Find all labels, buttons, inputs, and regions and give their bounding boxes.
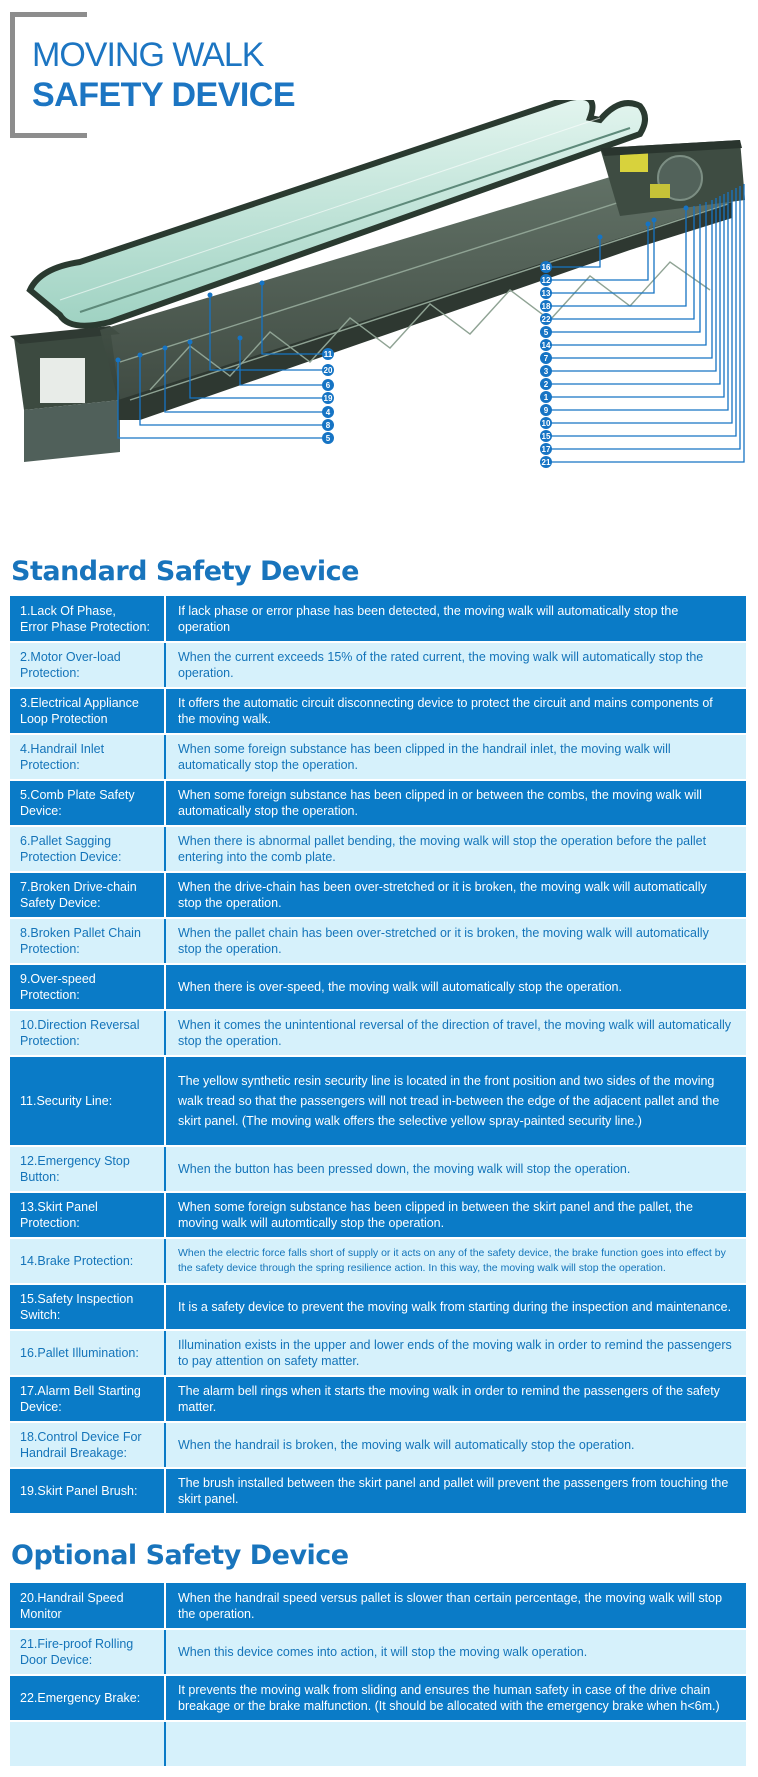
device-name: 10.Direction Reversal Protection:	[10, 1010, 165, 1056]
svg-text:13: 13	[541, 289, 551, 298]
callout-8	[322, 419, 334, 431]
svg-text:6: 6	[325, 381, 331, 390]
svg-text:8: 8	[325, 421, 331, 430]
callout-7	[540, 352, 552, 364]
svg-text:1: 1	[543, 393, 549, 402]
device-description: When the handrail is broken, the moving walk will automatically stop the operation.	[165, 1422, 746, 1468]
device-description: When the pallet chain has been over-stretched or it is broken, the moving walk will automatically stop the operation.	[165, 918, 746, 964]
svg-text:18: 18	[541, 302, 551, 311]
device-name	[10, 1721, 165, 1767]
callout-13	[540, 287, 552, 299]
optional-table-body	[10, 1583, 746, 1767]
callout-17	[540, 443, 552, 455]
table-row	[10, 1056, 746, 1146]
device-description: The yellow synthetic resin security line is located in the front position and two sides of the moving walk tread so that the passengers will not tread in-between the edge of the adjacent pallet and the skirt panel. (The moving walk offers the selective yellow spray-painted security line.)	[165, 1056, 746, 1146]
device-description: When the drive-chain has been over-stretched or it is broken, the moving walk will automatically stop the operation.	[165, 872, 746, 918]
table-row	[10, 1238, 746, 1284]
callout-4	[322, 406, 334, 418]
svg-text:7: 7	[543, 354, 549, 363]
table-row	[10, 1146, 746, 1192]
table-row	[10, 1721, 746, 1767]
svg-text:3: 3	[543, 367, 549, 376]
callout-2	[540, 378, 552, 390]
callout-21	[540, 456, 552, 468]
device-description: When the button has been pressed down, the moving walk will stop the operation.	[165, 1146, 746, 1192]
callout-18	[540, 300, 552, 312]
device-name: 22.Emergency Brake:	[10, 1675, 165, 1721]
callout-15	[540, 430, 552, 442]
device-description: Illumination exists in the upper and lower ends of the moving walk in order to remind the passengers to pay attention on safety matter.	[165, 1330, 746, 1376]
table-row	[10, 964, 746, 1010]
callout-19	[322, 392, 334, 404]
device-description: The alarm bell rings when it starts the moving walk in order to remind the passengers of the safety matter.	[165, 1376, 746, 1422]
device-description: The brush installed between the skirt panel and pallet will prevent the passengers from touching the skirt panel.	[165, 1468, 746, 1514]
svg-text:9: 9	[543, 406, 549, 415]
standard-safety-table	[10, 596, 746, 1515]
right-callouts	[540, 261, 552, 468]
table-row	[10, 872, 746, 918]
table-row	[10, 1192, 746, 1238]
device-name: 16.Pallet Illumination:	[10, 1330, 165, 1376]
device-description: It is a safety device to prevent the moving walk from starting during the inspection and maintenance.	[165, 1284, 746, 1330]
device-description: When some foreign substance has been clipped in the handrail inlet, the moving walk will automatically stop the operation.	[165, 734, 746, 780]
standard-table-body	[10, 596, 746, 1514]
device-name: 15.Safety Inspection Switch:	[10, 1284, 165, 1330]
table-row	[10, 1284, 746, 1330]
svg-text:14: 14	[541, 341, 551, 350]
callout-20	[322, 364, 334, 376]
device-name: 9.Over-speed Protection:	[10, 964, 165, 1010]
device-description: It offers the automatic circuit disconnecting device to protect the circuit and mains components of the moving walk.	[165, 688, 746, 734]
table-row	[10, 1468, 746, 1514]
svg-text:12: 12	[541, 276, 551, 285]
device-name: 8.Broken Pallet Chain Protection:	[10, 918, 165, 964]
device-description	[165, 1721, 746, 1767]
svg-text:19: 19	[323, 394, 333, 403]
table-row	[10, 1422, 746, 1468]
svg-text:11: 11	[323, 350, 333, 359]
device-name: 19.Skirt Panel Brush:	[10, 1468, 165, 1514]
table-row	[10, 1376, 746, 1422]
callout-9	[540, 404, 552, 416]
svg-text:22: 22	[541, 315, 551, 324]
device-description: It prevents the moving walk from sliding and ensures the human safety in case of the drive chain breakage or the brake malfunction. (It should be allocated with the emergency brake when h<6m.)	[165, 1675, 746, 1721]
standard-section-title: Standard Safety Device	[11, 556, 359, 587]
device-description: If lack phase or error phase has been detected, the moving walk will automatically stop the operation	[165, 596, 746, 642]
table-row	[10, 1010, 746, 1056]
callout-1	[540, 391, 552, 403]
svg-text:20: 20	[323, 366, 333, 375]
callout-12	[540, 274, 552, 286]
device-name: 7.Broken Drive-chain Safety Device:	[10, 872, 165, 918]
table-row	[10, 642, 746, 688]
svg-text:4: 4	[325, 408, 331, 417]
device-description: When some foreign substance has been clipped in or between the combs, the moving walk will automatically stop the operation.	[165, 780, 746, 826]
device-name: 6.Pallet Sagging Protection Device:	[10, 826, 165, 872]
device-name: 13.Skirt Panel Protection:	[10, 1192, 165, 1238]
svg-text:17: 17	[541, 445, 551, 454]
title-line-1: MOVING WALK	[32, 36, 264, 74]
callout-6	[322, 379, 334, 391]
device-name: 11.Security Line:	[10, 1056, 165, 1146]
title-line-2: SAFETY DEVICE	[32, 76, 296, 114]
svg-text:15: 15	[541, 432, 551, 441]
svg-text:16: 16	[541, 263, 551, 272]
table-row	[10, 1330, 746, 1376]
device-name: 12.Emergency Stop Button:	[10, 1146, 165, 1192]
callout-5-left	[322, 432, 334, 444]
svg-text:5: 5	[543, 328, 549, 337]
callout-5-right	[540, 326, 552, 338]
svg-text:2: 2	[543, 380, 549, 389]
table-row	[10, 780, 746, 826]
table-row	[10, 1675, 746, 1721]
device-name: 3.Electrical Appliance Loop Protection	[10, 688, 165, 734]
table-row	[10, 1629, 746, 1675]
device-name: 14.Brake Protection:	[10, 1238, 165, 1284]
svg-text:21: 21	[541, 458, 551, 467]
device-name: 4.Handrail Inlet Protection:	[10, 734, 165, 780]
device-name: 17.Alarm Bell Starting Device:	[10, 1376, 165, 1422]
device-description: When it comes the unintentional reversal of the direction of travel, the moving walk will automatically stop the operation.	[165, 1010, 746, 1056]
table-row	[10, 918, 746, 964]
table-row	[10, 826, 746, 872]
device-description: When some foreign substance has been clipped in between the skirt panel and the pallet, the moving walk will automtically stop the operation.	[165, 1192, 746, 1238]
callout-22	[540, 313, 552, 325]
lower-pit	[10, 326, 120, 462]
device-name: 5.Comb Plate Safety Device:	[10, 780, 165, 826]
device-description: When the electric force falls short of supply or it acts on any of the safety device, the brake function goes into effect by the safety device through the spring resilience action. In this way, the moving walk will stop the operation.	[165, 1238, 746, 1284]
device-name: 20.Handrail Speed Monitor	[10, 1583, 165, 1629]
moving-walk-illustration	[0, 100, 758, 540]
callout-11	[322, 348, 334, 360]
device-description: When the current exceeds 15% of the rated current, the moving walk will automatically stop the operation.	[165, 642, 746, 688]
svg-text:10: 10	[541, 419, 551, 428]
moving-walk-diagram	[0, 100, 758, 540]
table-row	[10, 734, 746, 780]
device-name: 1.Lack Of Phase, Error Phase Protection:	[10, 596, 165, 642]
callout-16	[540, 261, 552, 273]
callout-3	[540, 365, 552, 377]
svg-text:5: 5	[325, 434, 331, 443]
optional-safety-table	[10, 1583, 746, 1768]
callout-10	[540, 417, 552, 429]
device-description: When there is abnormal pallet bending, the moving walk will stop the operation before the pallet entering into the comb plate.	[165, 826, 746, 872]
optional-section-title: Optional Safety Device	[11, 1540, 349, 1571]
left-callouts	[322, 348, 334, 444]
table-row	[10, 1583, 746, 1629]
device-description: When the handrail speed versus pallet is slower than certain percentage, the moving walk will stop the operation.	[165, 1583, 746, 1629]
callout-14	[540, 339, 552, 351]
device-name: 18.Control Device For Handrail Breakage:	[10, 1422, 165, 1468]
table-row	[10, 596, 746, 642]
table-row	[10, 688, 746, 734]
device-name: 21.Fire-proof Rolling Door Device:	[10, 1629, 165, 1675]
device-name: 2.Motor Over-load Protection:	[10, 642, 165, 688]
device-description: When this device comes into action, it will stop the moving walk operation.	[165, 1629, 746, 1675]
device-description: When there is over-speed, the moving walk will automatically stop the operation.	[165, 964, 746, 1010]
